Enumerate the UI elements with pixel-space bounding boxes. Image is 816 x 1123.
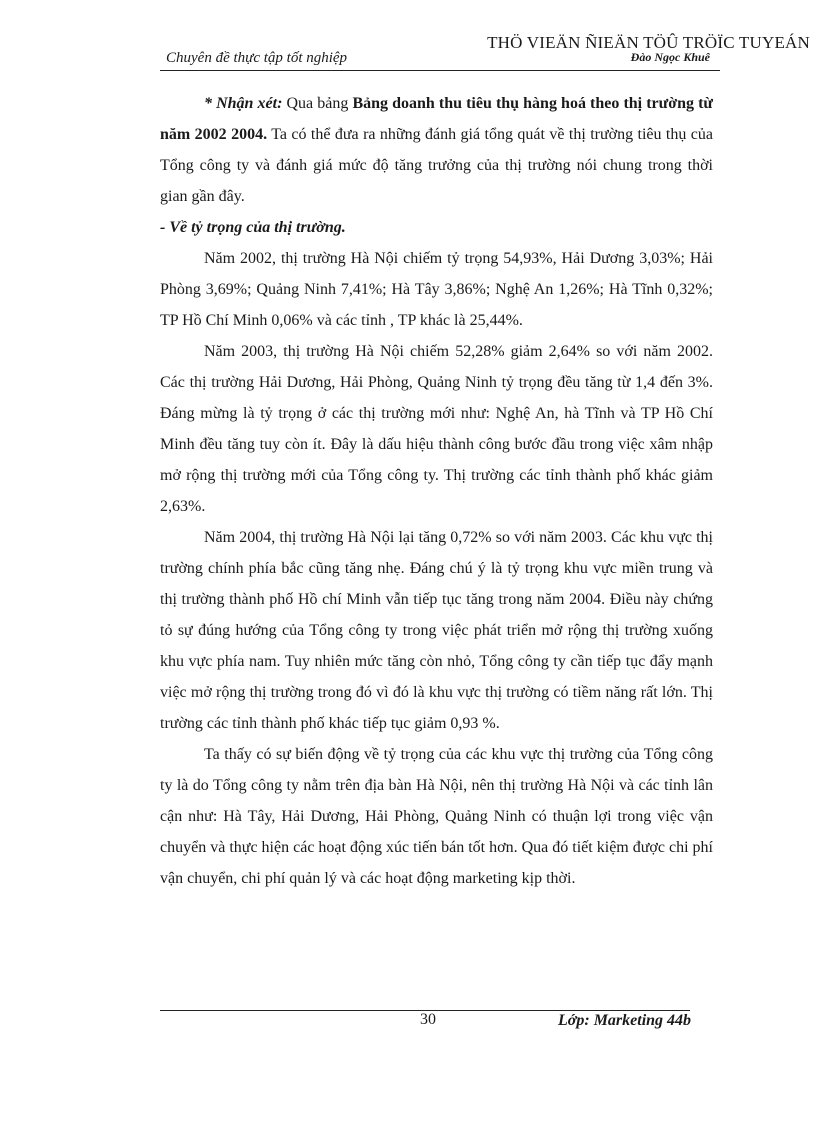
remark-text-b: Ta có thể đưa ra những đánh giá tổng quát về thị trường tiêu thụ của Tổng công ty và đánh giá mức độ tăng trưởng của thị trường nói chung trong thời gian gần đây. <box>160 126 713 205</box>
header-divider <box>160 70 720 71</box>
header-author: Đào Ngọc Khuê <box>630 50 710 64</box>
paragraph-2002: Năm 2002, thị trường Hà Nội chiếm tỷ trọng 54,93%, Hải Dương 3,03%; Hải Phòng 3,69%; Quảng Ninh 7,41%; Hà Tây 3,86%; Nghệ An 1,26%; Hà Tĩnh 0,32%; TP Hồ Chí Minh 0,06% và các tỉnh , TP khác là 25,44%. <box>160 250 713 329</box>
remark-table-title: Bảng doanh thu tiêu thụ hàng hoá theo thị trường từ năm 2002 2004. <box>160 95 714 143</box>
page-number: 30 <box>420 1011 436 1028</box>
header-right <box>487 33 810 65</box>
header-site-name: THÖ VIEÄN ÑIEÄN TÖÛ TRÖÏC TUYEÁN <box>487 33 810 52</box>
footer-class: Lớp: Marketing 44b <box>558 1012 692 1029</box>
paragraph-2003: Năm 2003, thị trường Hà Nội chiếm 52,28% giảm 2,64% so với năm 2002. Các thị trường Hải Dương, Hải Phòng, Quảng Ninh tỷ trọng đều tăng từ 1,4 đến 3%. Đáng mừng là tỷ trọng ở các thị trường mới như: Nghệ An, hà Tĩnh và TP Hồ Chí Minh đều tăng tuy còn ít. Đây là dấu hiệu thành công bước đầu trong việc xâm nhập mở rộng thị trường mới của Tổng công ty. Thị trường các tỉnh thành phố khác giảm 2,63%. <box>160 343 713 515</box>
section-heading: - Về tỷ trọng của thị trường. <box>160 219 346 236</box>
paragraph-remark <box>160 88 713 212</box>
paragraph-2004: Năm 2004, thị trường Hà Nội lại tăng 0,72% so với năm 2003. Các khu vực thị trường chính phía bắc cũng tăng nhẹ. Đáng chú ý là tỷ trọng khu vực miền trung và thị trường thành phố Hồ chí Minh vẫn tiếp tục tăng trong năm 2004. Điều này chứng tỏ sự đúng hướng của Tổng công ty trong việc phát triển mở rộng thị trường xuống khu vực phía nam. Tuy nhiên mức tăng còn nhỏ, Tổng công ty cần tiếp tục đẩy mạnh việc mở rộng thị trường trong đó vì đó là khu vực thị trường có tiềm năng rất lớn. Thị trường các tỉnh thành phố khác tiếp tục giảm 0,93 %. <box>160 529 713 732</box>
remark-text-a: Qua bảng <box>282 95 353 112</box>
header-document-title: Chuyên đề thực tập tốt nghiệp <box>166 50 348 66</box>
page-body <box>160 88 713 894</box>
paragraph-conclusion: Ta thấy có sự biến động về tỷ trọng của các khu vực thị trường của Tổng công ty là do Tổng công ty nằm trên địa bàn Hà Nội, nên thị trường Hà Nội và các tỉnh lân cận như: Hà Tây, Hải Dương, Hải Phòng, Quảng Ninh có thuận lợi trong việc vận chuyển và thực hiện các hoạt động xúc tiến bán tốt hơn. Qua đó tiết kiệm được chi phí vận chuyển, chi phí quản lý và các hoạt động marketing kịp thời. <box>160 746 713 887</box>
remark-label: * Nhận xét: <box>204 95 283 112</box>
